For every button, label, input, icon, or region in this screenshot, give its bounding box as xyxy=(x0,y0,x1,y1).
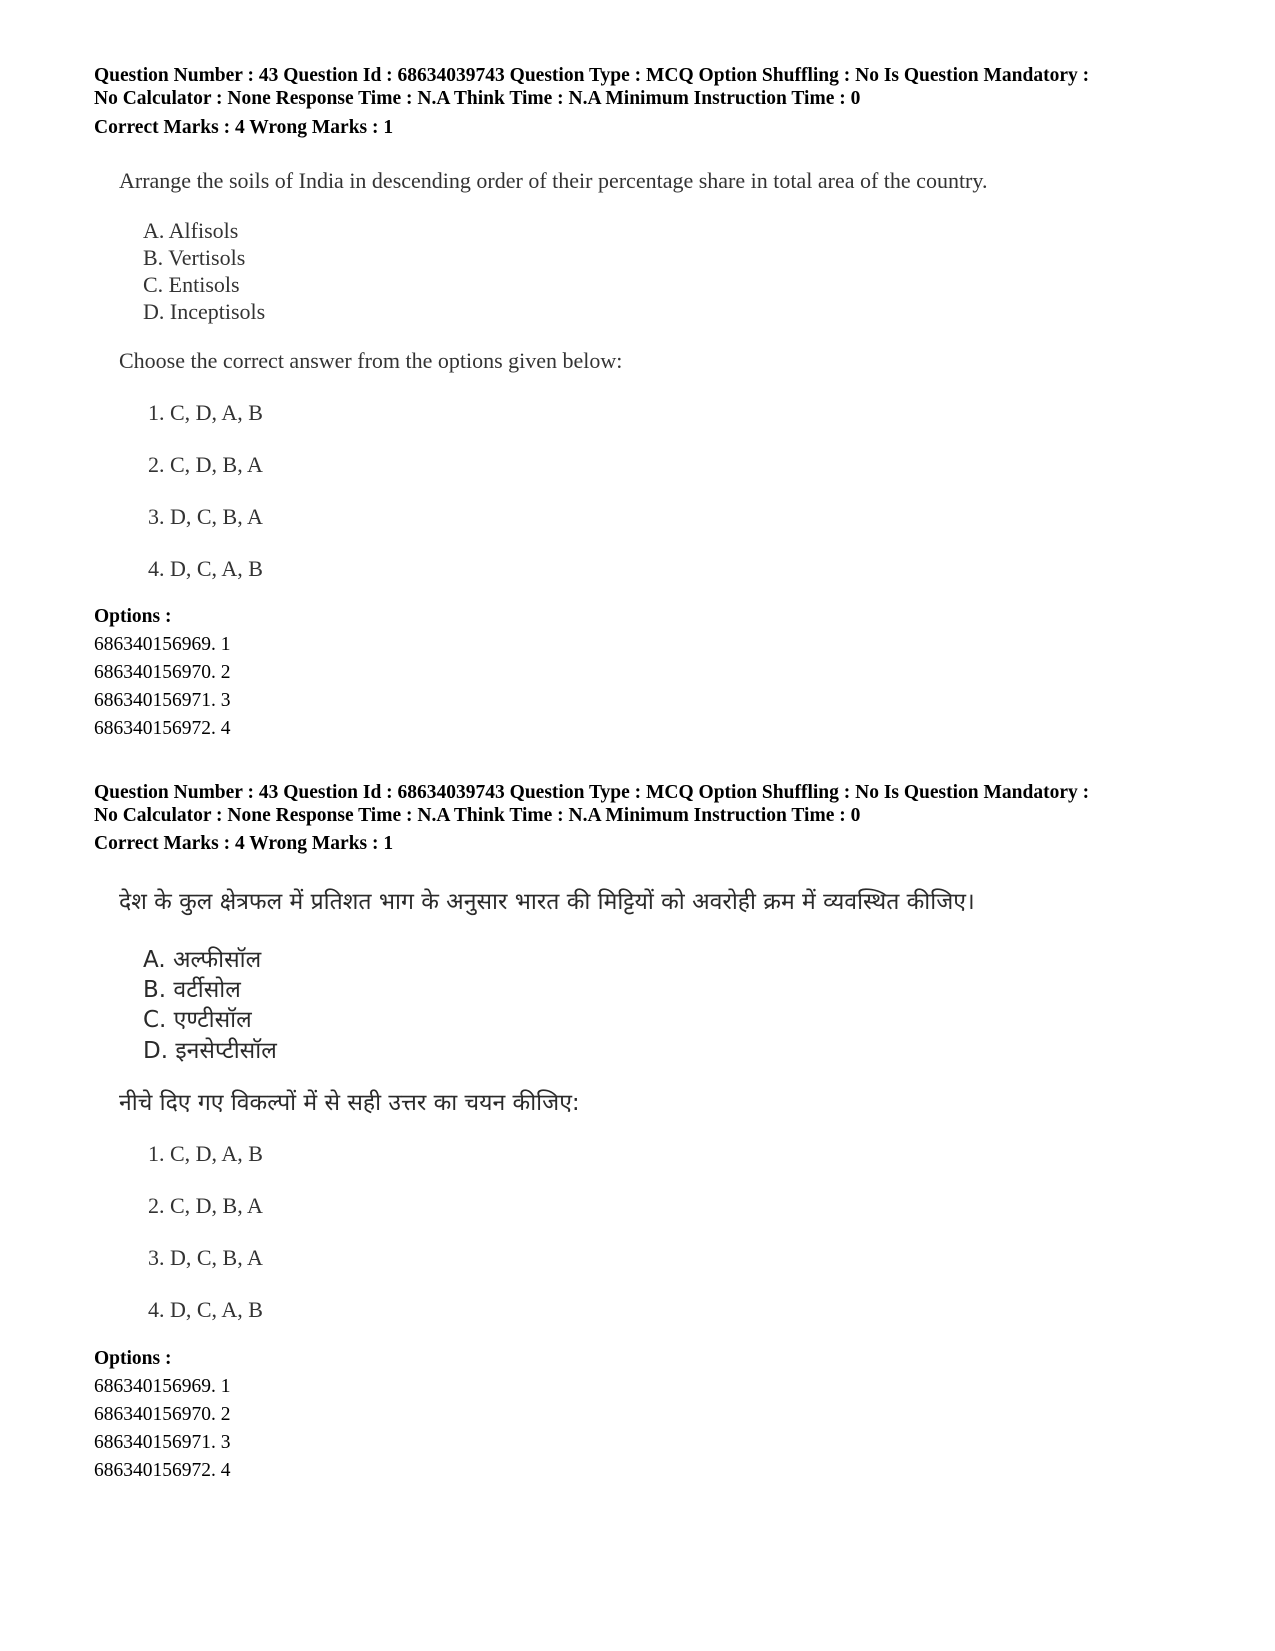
answer-choice: 4. D, C, A, B xyxy=(148,1297,263,1322)
list-item: B. वर्टीसोल xyxy=(143,977,241,1003)
option-id-line: 686340156971. 3 xyxy=(94,1432,231,1453)
option-id-line: 686340156971. 3 xyxy=(94,690,231,711)
option-id-line: 686340156969. 1 xyxy=(94,634,231,655)
question-header-line-2: No Calculator : None Response Time : N.A Think Time : N.A Minimum Instruction Time : 0 xyxy=(94,805,861,826)
answer-choice: 4. D, C, A, B xyxy=(148,556,263,581)
options-title: Options : xyxy=(94,606,172,627)
option-id-line: 686340156970. 2 xyxy=(94,662,231,683)
option-id-line: 686340156972. 4 xyxy=(94,1460,231,1481)
answer-choice: 2. C, D, B, A xyxy=(148,1193,263,1218)
answer-choice: 1. C, D, A, B xyxy=(148,400,263,425)
question-header-line-2: No Calculator : None Response Time : N.A Think Time : N.A Minimum Instruction Time : 0 xyxy=(94,88,861,109)
list-item: A. अल्फीसॉल xyxy=(143,947,262,973)
question-text: देश के कुल क्षेत्रफल में प्रतिशत भाग के अनुसार भारत की मिट्टियों को अवरोही क्रम में व्यवस्थित कीजिए। xyxy=(119,889,975,915)
list-item: C. Entisols xyxy=(143,272,240,297)
marks-line: Correct Marks : 4 Wrong Marks : 1 xyxy=(94,833,394,854)
options-title: Options : xyxy=(94,1348,172,1369)
instruction-text: नीचे दिए गए विकल्पों में से सही उत्तर का चयन कीजिए: xyxy=(119,1090,580,1116)
marks-line: Correct Marks : 4 Wrong Marks : 1 xyxy=(94,117,394,138)
list-item: C. एण्टीसॉल xyxy=(143,1007,252,1033)
list-item: B. Vertisols xyxy=(143,245,246,270)
list-item: D. Inceptisols xyxy=(143,299,266,324)
question-header-line-1: Question Number : 43 Question Id : 68634039743 Question Type : MCQ Option Shuffling : No Is Question Mandatory : xyxy=(94,65,1090,86)
list-item: A. Alfisols xyxy=(143,218,239,243)
question-text: Arrange the soils of India in descending order of their percentage share in total area of the country. xyxy=(119,168,988,193)
answer-choice: 3. D, C, B, A xyxy=(148,1245,263,1270)
answer-choice: 3. D, C, B, A xyxy=(148,504,263,529)
instruction-text: Choose the correct answer from the options given below: xyxy=(119,348,623,373)
answer-choice: 1. C, D, A, B xyxy=(148,1141,263,1166)
option-id-line: 686340156969. 1 xyxy=(94,1376,231,1397)
list-item: D. इनसेप्टीसॉल xyxy=(143,1038,277,1064)
option-id-line: 686340156972. 4 xyxy=(94,718,231,739)
answer-choice: 2. C, D, B, A xyxy=(148,452,263,477)
question-header-line-1: Question Number : 43 Question Id : 68634039743 Question Type : MCQ Option Shuffling : No Is Question Mandatory : xyxy=(94,782,1090,803)
option-id-line: 686340156970. 2 xyxy=(94,1404,231,1425)
